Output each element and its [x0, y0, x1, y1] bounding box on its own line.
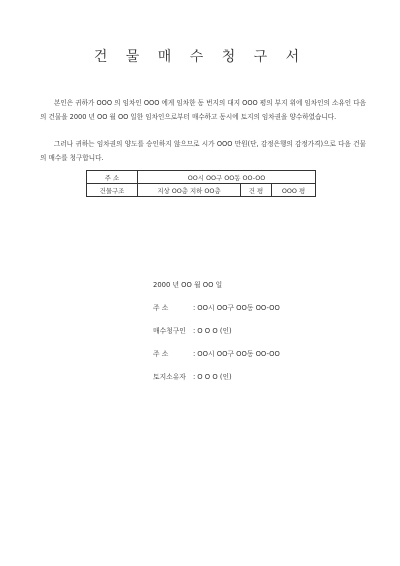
address-label-cell: 주 소 — [87, 171, 138, 184]
body-paragraph-2: 그러나 귀하는 임차권의 양도를 승인하지 않으므로 시가 OOO 만원(단, 감정은행의 감정가격)으로 다음 건물의 매수를 청구합니다. — [40, 140, 366, 162]
claimant-address-label: 주 소 — [153, 304, 169, 312]
address-value-cell: OO시 OO구 OO동 OO-OO — [138, 171, 316, 184]
owner-address-line: 주 소 : OO시 OO구 OO동 OO-OO — [153, 350, 280, 358]
owner-name: O O O (인) — [197, 373, 232, 381]
claimant-address-value: OO시 OO구 OO동 OO-OO — [197, 304, 280, 312]
property-address-row — [87, 171, 316, 184]
signature-date: 2000 년 OO 월 OO 일 — [153, 281, 223, 289]
owner-address-label: 주 소 — [153, 350, 169, 358]
claimant-address-line: 주 소 : OO시 OO구 OO동 OO-OO — [153, 304, 280, 312]
document-title: 건 물 매 수 청 구 서 — [93, 49, 307, 65]
body-paragraph-1: 본인은 귀하가 OOO 의 임차인 OOO 에게 임차한 동 번지의 대지 OOO 평의 부지 위에 임차인의 소유인 다음의 건물을 2000 년 OO 월 OO 일한 임차인으로부터 매수하고 동시에 토지의 임차권을 양수하였습니다. — [40, 99, 366, 121]
structure-value-cell: 지상 OO층 지하 OO층 — [138, 184, 241, 197]
property-table — [86, 170, 316, 197]
claimant-line: 매수청구인 : O O O (인) — [153, 327, 232, 335]
area-label-cell: 건 평 — [241, 184, 272, 197]
claimant-name: O O O (인) — [197, 327, 232, 335]
area-value-cell: OOO 평 — [272, 184, 316, 197]
owner-label: 토지소유자 — [153, 373, 186, 381]
owner-address-value: OO시 OO구 OO동 OO-OO — [197, 350, 280, 358]
claimant-label: 매수청구인 — [153, 327, 186, 335]
property-structure-row — [87, 184, 316, 197]
structure-label-cell: 건물구조 — [87, 184, 138, 197]
owner-line: 토지소유자 : O O O (인) — [153, 373, 232, 381]
